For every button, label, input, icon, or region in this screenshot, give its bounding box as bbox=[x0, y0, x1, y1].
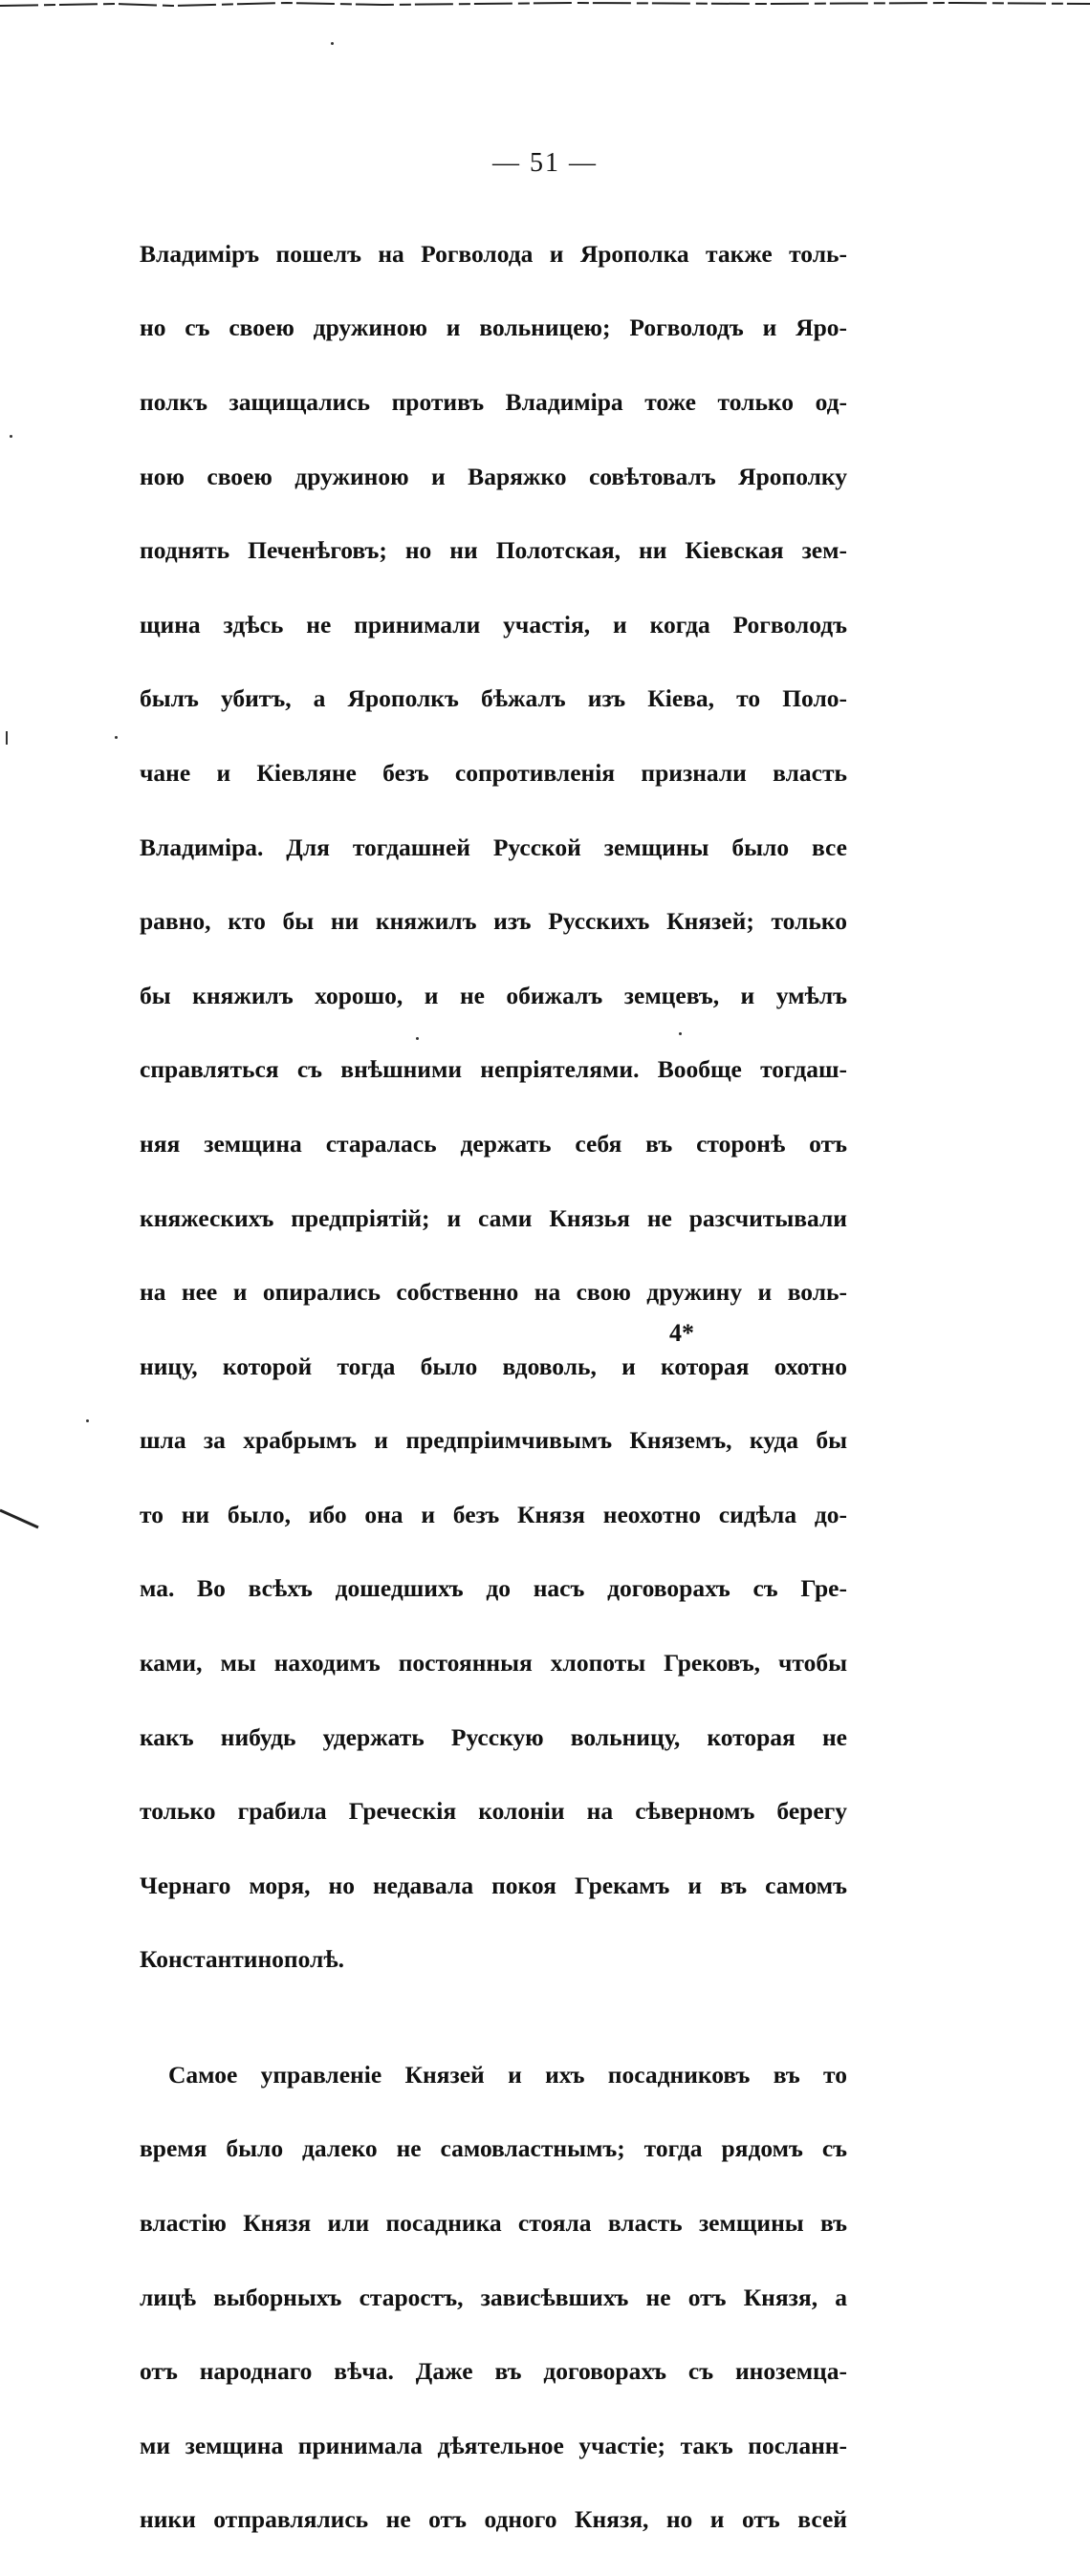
text-line: Константинополѣ. bbox=[140, 1945, 345, 1974]
text-line: ницу, которой тогда было вдоволь, и которая охотно bbox=[140, 1352, 847, 1380]
text-line: равно, кто бы ни княжилъ изъ Русскихъ Князей; только bbox=[140, 907, 847, 936]
text-line: то ни было, ибо она и безъ Князя неохотно сидѣла до- bbox=[140, 1500, 847, 1528]
text-line: на нее и опирались собственно на свою дружину и воль- bbox=[140, 1278, 847, 1307]
text-line: Владиміръ пошелъ на Рогволода и Ярополка также толь- bbox=[140, 239, 847, 268]
text-line: княжескихъ предпріятій; и сами Князья не разсчитывали bbox=[140, 1203, 847, 1232]
text-line: ками, мы находимъ постоянныя хлопоты Грековъ, чтобы bbox=[140, 1649, 847, 1678]
text-line: Самое управленіе Князей и ихъ посадниковъ въ то bbox=[168, 2060, 847, 2089]
text-line: справляться съ внѣшними непріятелями. Вообще тогдаш- bbox=[140, 1055, 847, 1084]
text-line: поднять Печенѣговъ; но ни Полотская, ни Кіевская зем- bbox=[140, 536, 847, 565]
scan-edge-top bbox=[0, 0, 1090, 10]
text-line: бы княжилъ хорошо, и не обижалъ земцевъ, и умѣлъ bbox=[140, 981, 847, 1009]
body-text bbox=[140, 199, 847, 2576]
text-line: Чернаго моря, но недавала покоя Грекамъ и въ самомъ bbox=[140, 1871, 847, 1899]
text-line: отъ народнаго вѣча. Даже въ договорахъ съ иноземца- bbox=[140, 2357, 847, 2386]
scan-edge-bottom bbox=[0, 1491, 57, 1529]
text-line: властію Князя или посадника стояла власть земщины въ bbox=[140, 2209, 847, 2238]
text-line: чане и Кіевляне безъ сопротивленія признали власть bbox=[140, 758, 847, 787]
text-line: только грабила Греческія колоніи на сѣверномъ берегу bbox=[140, 1797, 847, 1826]
scan-speck bbox=[331, 42, 334, 45]
page-number: — 51 — bbox=[492, 148, 598, 178]
text-line: но съ своею дружиною и вольницею; Рогволодъ и Яро- bbox=[140, 314, 847, 342]
scan-speck bbox=[6, 731, 8, 745]
printer-signature-mark: 4* bbox=[669, 1319, 694, 1347]
text-line: лицѣ выборныхъ старостъ, зависѣвшихъ не отъ Князя, а bbox=[140, 2283, 847, 2311]
text-line: былъ убитъ, а Ярополкъ бѣжалъ изъ Кіева, то Поло- bbox=[140, 684, 847, 713]
text-line: ною своею дружиною и Варяжко совѣтовалъ Ярополку bbox=[140, 462, 847, 490]
scan-speck bbox=[115, 736, 118, 739]
scan-speck bbox=[10, 435, 12, 438]
scan-speck bbox=[86, 1419, 89, 1422]
paragraph bbox=[140, 199, 847, 2016]
text-line: ми земщина принимала дѣятельное участіе; такъ посланн- bbox=[140, 2431, 847, 2459]
text-line: ники отправлялись не отъ одного Князя, но и отъ всей bbox=[140, 2505, 847, 2534]
text-line: ма. Во всѣхъ дошедшихъ до насъ договорахъ съ Гре- bbox=[140, 1574, 847, 1603]
text-line: какъ нибудь удержать Русскую вольницу, которая не bbox=[140, 1722, 847, 1751]
text-line: полкъ защищались противъ Владиміра тоже только од- bbox=[140, 387, 847, 416]
text-line: шла за храбрымъ и предпріимчивымъ Княземъ, куда бы bbox=[140, 1426, 847, 1455]
text-line: Владиміра. Для тогдашней Русской земщины было все bbox=[140, 833, 847, 861]
text-line: няя земщина старалась держать себя въ сторонѣ отъ bbox=[140, 1129, 847, 1158]
paragraph bbox=[140, 2020, 847, 2576]
text-line: щина здѣсь не принимали участія, и когда Рогволодъ bbox=[140, 610, 847, 639]
text-line: время было далеко не самовластнымъ; тогда рядомъ съ bbox=[140, 2134, 847, 2163]
